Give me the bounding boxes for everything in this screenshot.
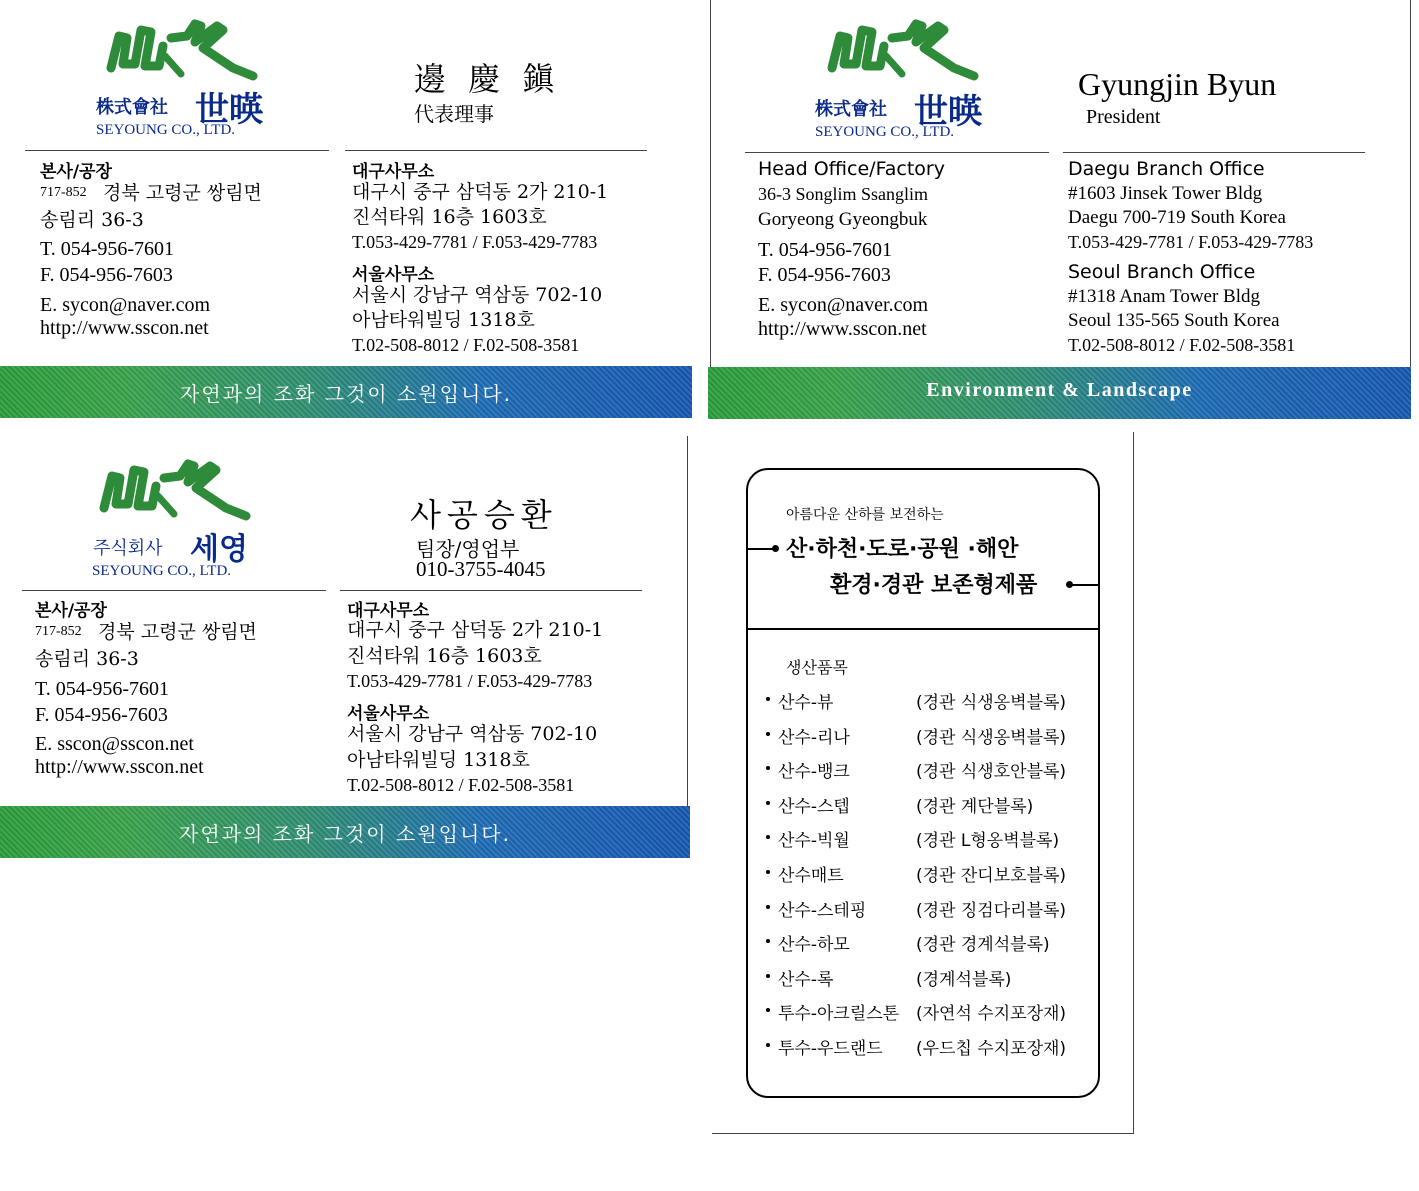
bullet-marker-right <box>1072 584 1098 586</box>
email: E. sscon@sscon.net <box>35 733 194 755</box>
slogan-band <box>708 367 1411 419</box>
slogan-text: 자연과의 조화 그것이 소원입니다. <box>179 822 511 846</box>
product-description: (경관 징검다리블록) <box>916 900 1067 921</box>
bullet-icon <box>766 801 770 805</box>
seoul-office-address-line2: 아남타워빌딩 1318호 <box>347 749 530 771</box>
logo-company-type: 株式會社 <box>815 99 887 120</box>
head-office-label: 본사/공장 <box>40 162 112 182</box>
divider-left <box>25 150 329 151</box>
head-office-address-line1: 경북 고령군 쌍림면 <box>103 182 262 204</box>
company-logo-mark <box>98 456 253 528</box>
bullet-icon <box>766 766 770 770</box>
daegu-office-label: Daegu Branch Office <box>1068 158 1265 180</box>
email: E. sycon@naver.com <box>758 294 929 316</box>
divider-left <box>22 590 326 591</box>
product-panel <box>746 468 1100 1098</box>
website: http://www.sscon.net <box>35 756 204 778</box>
head-office-zip: 717-852 <box>40 185 87 200</box>
panel-divider <box>748 628 1098 630</box>
bullet-icon <box>766 1008 770 1012</box>
daegu-office-address-line2: Daegu 700-719 South Korea <box>1068 207 1286 228</box>
person-title: 팀장/영업부 <box>416 537 520 561</box>
product-description: (경관 계단블록) <box>916 796 1034 817</box>
daegu-office-address-line1: #1603 Jinsek Tower Bldg <box>1068 183 1263 204</box>
bullet-icon <box>766 974 770 978</box>
telephone: T. 054-956-7601 <box>758 239 893 261</box>
seoul-office-label: 서울사무소 <box>347 704 430 724</box>
bullet-icon <box>766 870 770 874</box>
bullet-icon <box>766 697 770 701</box>
logo-company-name: 世暎 <box>195 90 263 130</box>
product-list <box>748 688 1098 1068</box>
product-description: (경계석블록) <box>916 969 1012 990</box>
logo-english-name: SEYOUNG CO., LTD. <box>92 563 232 579</box>
business-card-front-hangul <box>0 436 690 860</box>
product-name: 산수매트 <box>778 866 844 886</box>
product-description: (경관 경계석블록) <box>916 935 1050 956</box>
product-name: 산수-뷰 <box>778 693 834 713</box>
product-description: (경관 잔디보호블록) <box>916 866 1067 886</box>
fax: F. 054-956-7603 <box>758 264 891 286</box>
head-office-address-line1: 경북 고령군 쌍림면 <box>98 621 257 643</box>
bullet-icon <box>766 732 770 736</box>
seoul-office-address-line1: 서울시 강남구 역삼동 702-10 <box>347 723 598 745</box>
logo-company-type: 주식회사 <box>93 538 163 559</box>
person-name: 邊 慶 鎭 <box>414 60 561 98</box>
head-office-label: 본사/공장 <box>35 601 107 621</box>
product-name: 산수-리나 <box>778 727 850 748</box>
logo-company-name: 세영 <box>190 532 248 567</box>
slogan-band <box>0 366 692 418</box>
head-office-address-line1: 36-3 Songlim Ssanglim <box>758 184 929 204</box>
bullet-dot-left <box>772 545 779 552</box>
logo-company-type: 株式會社 <box>96 97 168 118</box>
email: E. sycon@naver.com <box>40 294 211 316</box>
bullet-icon <box>766 1043 770 1047</box>
slogan-band <box>0 806 690 858</box>
daegu-office-label: 대구사무소 <box>347 601 430 621</box>
logo-english-name: SEYOUNG CO., LTD. <box>96 122 236 138</box>
bullet-icon <box>766 939 770 943</box>
person-name: Gyungjin Byun <box>1078 66 1277 102</box>
daegu-office-address-line1: 대구시 중구 삼덕동 2가 210-1 <box>347 619 604 641</box>
person-title: 代表理事 <box>414 102 494 126</box>
product-name: 산수-하모 <box>778 935 850 956</box>
telephone: T. 054-956-7601 <box>35 678 170 700</box>
product-name: 산수-스텝 <box>778 796 850 817</box>
bullet-icon <box>766 835 770 839</box>
bullet-marker-left <box>748 548 774 550</box>
person-mobile: 010-3755-4045 <box>416 557 546 581</box>
products-title: 생산품목 <box>786 658 848 677</box>
divider-right <box>340 590 642 591</box>
product-description: (우드칩 수지포장재) <box>916 1039 1067 1059</box>
product-description: (경관 식생옹벽블록) <box>916 727 1067 748</box>
logo-english-name: SEYOUNG CO., LTD. <box>815 124 955 140</box>
telephone: T. 054-956-7601 <box>40 238 175 260</box>
person-title: President <box>1086 106 1161 128</box>
bullet-icon <box>766 905 770 909</box>
seoul-office-phone: T.02-508-8012 / F.02-508-3581 <box>352 335 580 355</box>
fax: F. 054-956-7603 <box>40 264 173 286</box>
card-edge-right <box>1410 0 1411 368</box>
head-office-address-line2: 송림리 36-3 <box>40 209 144 231</box>
product-description: (자연석 수지포장재) <box>916 1004 1067 1025</box>
head-office-zip: 717-852 <box>35 624 82 639</box>
seoul-office-address-line2: Seoul 135-565 South Korea <box>1068 310 1280 331</box>
seoul-office-label: 서울사무소 <box>352 265 435 285</box>
person-name: 사공승환 <box>410 496 558 534</box>
product-name: 산수-스테핑 <box>778 900 867 921</box>
product-name: 투수-아크릴스톤 <box>778 1004 900 1025</box>
divider-left <box>745 152 1049 153</box>
product-name: 산수-빅월 <box>778 831 850 852</box>
head-office-address-line2: 송림리 36-3 <box>35 648 139 670</box>
company-logo-mark <box>105 16 260 88</box>
daegu-office-address-line2: 진석타워 16층 1603호 <box>347 645 542 667</box>
seoul-office-phone: T.02-508-8012 / F.02-508-3581 <box>347 775 575 795</box>
business-card-back-products <box>712 432 1134 1134</box>
headline-line1: 산·하천·도로·공원 ·해안 <box>786 537 1019 562</box>
head-office-label: Head Office/Factory <box>758 158 945 180</box>
slogan-text: 자연과의 조화 그것이 소원입니다. <box>180 382 512 406</box>
product-name: 산수-록 <box>778 969 834 990</box>
product-description: (경관 L형옹벽블록) <box>916 831 1060 852</box>
business-card-english <box>708 0 1411 420</box>
divider-right <box>345 150 647 151</box>
card-edge-left <box>710 0 711 368</box>
seoul-office-address-line1: 서울시 강남구 역삼동 702-10 <box>352 284 603 306</box>
seoul-office-phone: T.02-508-8012 / F.02-508-3581 <box>1068 335 1296 355</box>
daegu-office-address-line1: 대구시 중구 삼덕동 2가 210-1 <box>352 181 609 203</box>
product-description: (경관 식생옹벽블록) <box>916 693 1067 713</box>
intro-text: 아름다운 산하를 보전하는 <box>786 507 944 523</box>
headline-line2: 환경·경관 보존형제품 <box>830 573 1038 598</box>
slogan-text: Environment & Landscape <box>926 379 1193 401</box>
daegu-office-phone: T.053-429-7781 / F.053-429-7783 <box>352 232 598 252</box>
website: http://www.sscon.net <box>758 318 927 340</box>
product-name: 투수-우드랜드 <box>778 1039 883 1059</box>
daegu-office-phone: T.053-429-7781 / F.053-429-7783 <box>347 671 593 691</box>
website: http://www.sscon.net <box>40 317 209 339</box>
daegu-office-address-line2: 진석타워 16층 1603호 <box>352 206 547 228</box>
divider-right <box>1063 152 1365 153</box>
daegu-office-phone: T.053-429-7781 / F.053-429-7783 <box>1068 232 1314 252</box>
seoul-office-address-line2: 아남타워빌딩 1318호 <box>352 309 535 331</box>
seoul-office-label: Seoul Branch Office <box>1068 261 1256 283</box>
product-name: 산수-뱅크 <box>778 762 850 783</box>
daegu-office-label: 대구사무소 <box>352 162 435 182</box>
card-edge-right <box>687 436 688 806</box>
company-logo-mark <box>826 16 981 88</box>
product-description: (경관 식생호안블록) <box>916 762 1067 783</box>
seoul-office-address-line1: #1318 Anam Tower Bldg <box>1068 286 1261 307</box>
business-card-front-hanja <box>0 0 692 418</box>
head-office-address-line2: Goryeong Gyeongbuk <box>758 209 928 230</box>
fax: F. 054-956-7603 <box>35 704 168 726</box>
logo-company-name: 世暎 <box>914 92 982 132</box>
